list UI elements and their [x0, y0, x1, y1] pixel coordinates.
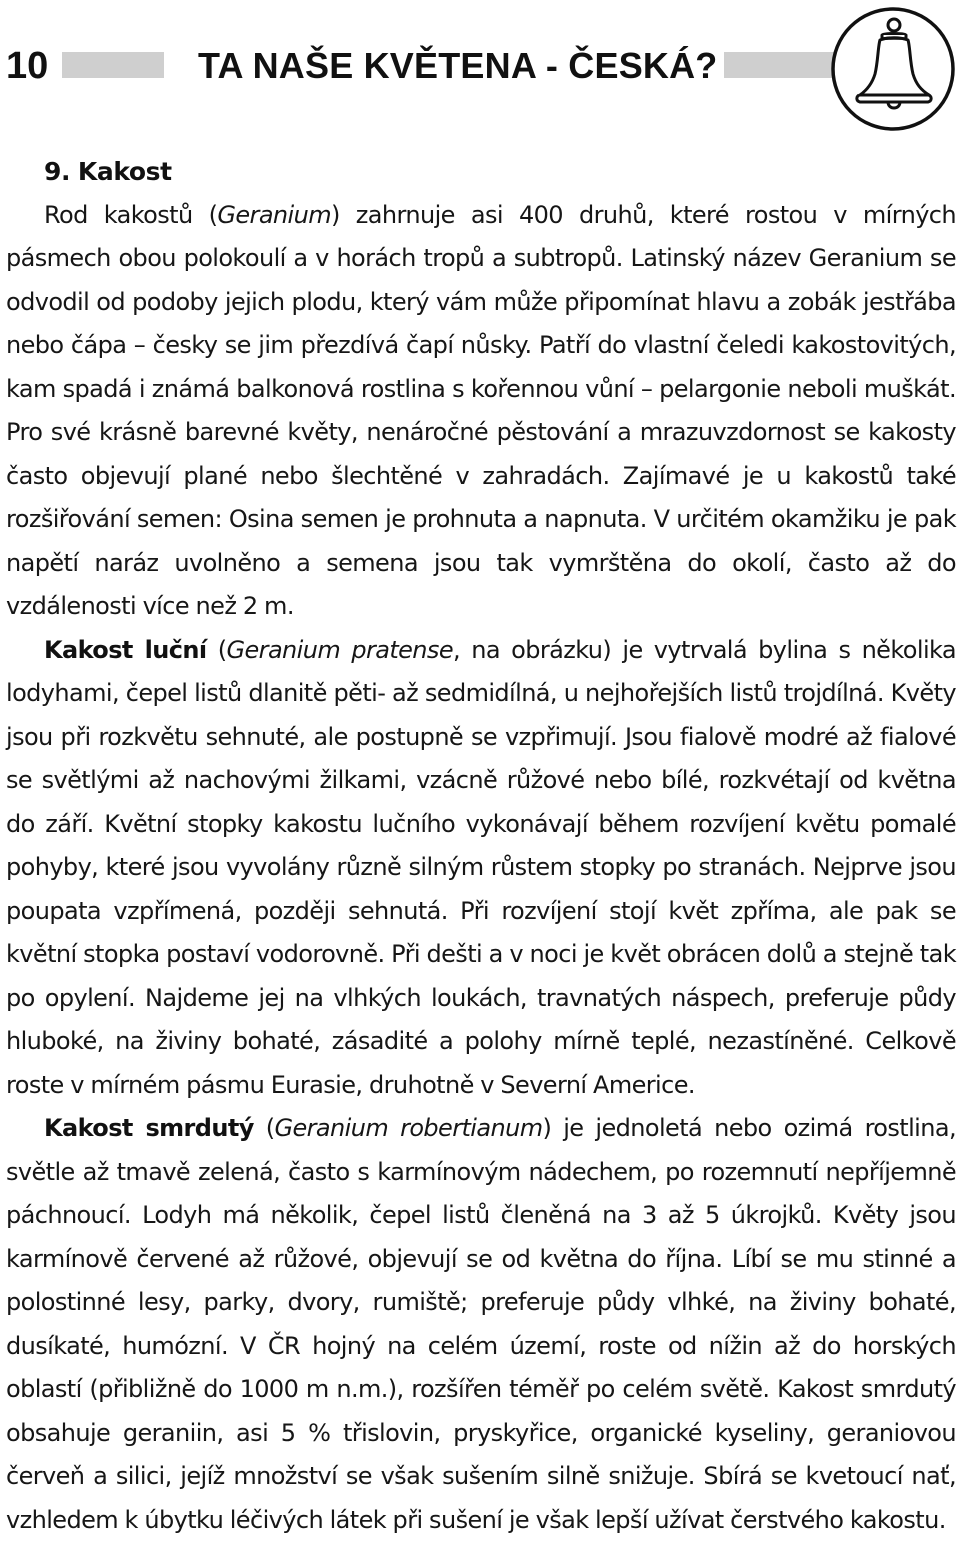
species-2-text-start: (	[253, 1114, 275, 1142]
species-1-latin-name: Geranium pratense	[226, 635, 453, 664]
species-name-kakost-lucni: Kakost luční	[44, 635, 207, 664]
bell-icon	[828, 4, 958, 134]
intro-text-rest: ) zahrnuje asi 400 druhů, které rostou v mírných pásmech obou polokoulí a v horách tropů a subtropů. Latinský název Geranium se odvodil od podoby jejich plodu, který vám může připomínat hlavu a zobák jestřába nebo čápa – česky se jim přezdívá čapí nůsky. Patří do vlastní čeledi kakostovitých, kam spadá i známá balkonová rostlina s kořennou vůní – pelargonie neboli muškát. Pro své krásně barevné květy, nenáročné pěstování a mrazuvzdornost se kakosty často objevují plané nebo šlechtěné v zahradách. Zajímavé je u kakostů také rozšiřování semen: Osina semen je prohnuta a napnuta. V určitém okamžiku je pak napětí naráz uvolněno a semena jsou tak vymrštěna do okolí, často až do vzdálenosti více než 2 m.	[6, 200, 957, 620]
species-paragraph-kakost-smrduty	[6, 1107, 956, 1542]
header-decorative-bar-left	[62, 52, 164, 78]
article-body	[6, 150, 956, 1542]
species-2-text-rest: ) je jednoletá nebo ozimá rostlina, světle až tmavě zelená, často s karmínovým nádechem, po rozemnutí nepříjemně páchnoucí. Lodyh má několik, čepel listů členěná na 3 až 5 úkrojků. Květy jsou karmínově červené až růžové, objevují se od května do října. Líbí se mu stinné a polostinné lesy, parky, dvory, rumiště; preferuje půdy vlhké, na živiny bohaté, dusíkaté, humózní. V ČR hojný na celém území, roste od nížin až do horských oblastí (přibližně do 1000 m n.m.), rozšířen téměř po celém světě. Kakost smrdutý obsahuje geraniin, asi 5 % třislovin, pryskyřice, organické kyseliny, geraniovou červeň a silici, jejíž množství se však sušením silně snižuje. Sbírá se kvetoucí nať, vzhledem k úbytku léčivých látek při sušení je však lepší užívat čerstvého kakostu.	[6, 1114, 956, 1534]
species-1-text-rest: , na obrázku) je vytrvalá bylina s několika lodyhami, čepel listů dlanitě pěti- až sedmidílná, u nejhořejších listů trojdílná. Květy jsou při rozkvětu sehnuté, ale postupně se vzpřimují. Jsou fialově modré až fialové se světlými až nachovými žilkami, vzácně růžové nebo bílé, rozkvétají od května do září. Květní stopky kakostu lučního vykonávají během rozvíjení květu pomalé pohyby, které jsou vyvolány různě silným růstem stopky po stranách. Nejprve jsou poupata vzpřímená, později sehnutá. Při rozvíjení stojí květ zpříma, ale pak se květní stopka postaví vodorovně. Při dešti a v noci je květ obrácen dolů a stejně tak po opylení. Najdeme jej na vlhkých loukách, travnatých náspech, preferuje půdy hluboké, na živiny bohaté, zásadité a polohy mírně teplé, nezastíněné. Celkově roste v mírném pásmu Eurasie, druhotně v Severní Americe.	[6, 635, 956, 1099]
species-paragraph-kakost-lucni	[6, 629, 956, 1108]
intro-paragraph	[6, 194, 956, 629]
page-header	[0, 0, 960, 140]
species-2-latin-name: Geranium robertianum	[274, 1114, 543, 1142]
intro-text-start: Rod kakostů (	[44, 200, 218, 229]
species-1-text-start: (	[206, 635, 227, 664]
intro-latin-name: Geranium	[217, 200, 331, 229]
header-decorative-bar-right	[724, 52, 834, 78]
page-number: 10	[6, 45, 49, 87]
section-title: 9. Kakost	[44, 157, 172, 186]
page-title: TA NAŠE KVĚTENA - ČESKÁ?	[198, 45, 718, 86]
species-name-kakost-smrduty: Kakost smrdutý	[44, 1114, 254, 1142]
